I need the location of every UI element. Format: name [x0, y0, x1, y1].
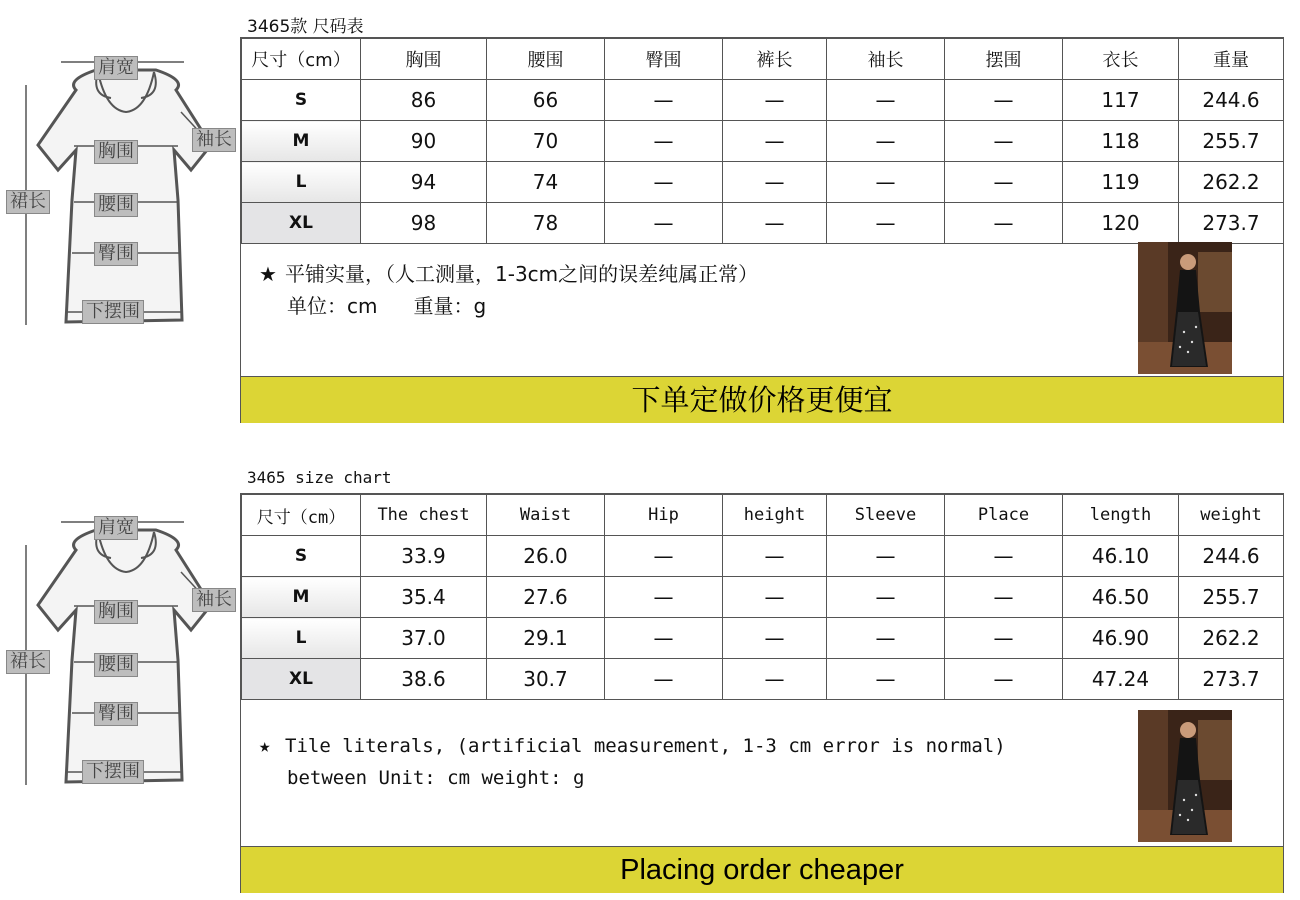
header-hem: 摆围: [945, 39, 1063, 80]
star-icon: ★: [259, 735, 271, 757]
measurement-note: [259, 730, 1006, 794]
chart-title: 3465 size chart: [247, 468, 392, 487]
sleeve-cell: —: [827, 162, 945, 203]
order-banner: 下单定做价格更便宜: [241, 376, 1283, 423]
label-skirt-length: 裙长: [6, 190, 50, 214]
length-cell: 120: [1063, 203, 1179, 244]
header-place: Place: [945, 495, 1063, 536]
model-photo-image: [1138, 242, 1232, 374]
chest-cell: 33.9: [361, 536, 487, 577]
table-header-row: [242, 495, 1284, 536]
table-row: [242, 618, 1284, 659]
table-row: [242, 577, 1284, 618]
label-shoulder: 肩宽: [94, 516, 138, 540]
header-height: height: [723, 495, 827, 536]
label-waist: 腰围: [94, 193, 138, 217]
chest-cell: 37.0: [361, 618, 487, 659]
chest-cell: 35.4: [361, 577, 487, 618]
header-chest: The chest: [361, 495, 487, 536]
size-cell: L: [242, 618, 361, 659]
dress-diagram: [6, 50, 236, 340]
header-sleeve: Sleeve: [827, 495, 945, 536]
waist-cell: 78: [487, 203, 605, 244]
hip-cell: —: [605, 618, 723, 659]
note-between: between: [287, 767, 368, 789]
weight-cell: 244.6: [1179, 536, 1284, 577]
note-unit: 单位：cm: [287, 294, 378, 318]
size-cell: XL: [242, 659, 361, 700]
header-length: length: [1063, 495, 1179, 536]
length-cell: 46.10: [1063, 536, 1179, 577]
star-icon: ★: [259, 262, 277, 286]
table-row: [242, 659, 1284, 700]
chart-title: 3465款 尺码表: [247, 17, 364, 37]
length-cell: 46.90: [1063, 618, 1179, 659]
size-cell: L: [242, 162, 361, 203]
dress-diagram: [6, 510, 236, 800]
note-line-1: Tile literals, (artificial measurement, 1-3 cm error is normal): [285, 735, 1006, 757]
height-cell: —: [723, 618, 827, 659]
waist-cell: 26.0: [487, 536, 605, 577]
height-cell: —: [723, 577, 827, 618]
size-cell: XL: [242, 203, 361, 244]
label-hem: 下摆围: [82, 760, 144, 784]
header-sleeve: 袖长: [827, 39, 945, 80]
header-hip: Hip: [605, 495, 723, 536]
header-waist: 腰围: [487, 39, 605, 80]
model-photo-image: [1138, 710, 1232, 842]
waist-cell: 27.6: [487, 577, 605, 618]
measurement-note: [259, 258, 758, 322]
header-chest: 胸围: [361, 39, 487, 80]
sleeve-cell: —: [827, 121, 945, 162]
weight-cell: 255.7: [1179, 577, 1284, 618]
size-cell: S: [242, 80, 361, 121]
header-weight: 重量: [1179, 39, 1284, 80]
height-cell: —: [723, 536, 827, 577]
table-header-row: [242, 39, 1284, 80]
waist-cell: 66: [487, 80, 605, 121]
size-cell: S: [242, 536, 361, 577]
table-row: [242, 536, 1284, 577]
header-size: 尺寸（cm）: [242, 39, 361, 80]
pants-length-cell: —: [723, 203, 827, 244]
waist-cell: 70: [487, 121, 605, 162]
label-hem: 下摆围: [82, 300, 144, 324]
header-hip: 臀围: [605, 39, 723, 80]
chest-cell: 38.6: [361, 659, 487, 700]
place-cell: —: [945, 618, 1063, 659]
model-photo: [1138, 710, 1232, 842]
size-cell: M: [242, 577, 361, 618]
label-chest: 胸围: [94, 140, 138, 164]
hip-cell: —: [605, 577, 723, 618]
chest-cell: 94: [361, 162, 487, 203]
weight-cell: 244.6: [1179, 80, 1284, 121]
table-row: [242, 80, 1284, 121]
table-row: [242, 121, 1284, 162]
header-size: 尺寸（cm）: [242, 495, 361, 536]
waist-cell: 30.7: [487, 659, 605, 700]
table-row: [242, 162, 1284, 203]
hem-cell: —: [945, 162, 1063, 203]
weight-cell: 273.7: [1179, 659, 1284, 700]
hem-cell: —: [945, 121, 1063, 162]
size-chart-en: [0, 460, 1300, 900]
sleeve-cell: —: [827, 203, 945, 244]
hip-cell: —: [605, 162, 723, 203]
hip-cell: —: [605, 659, 723, 700]
waist-cell: 29.1: [487, 618, 605, 659]
note-line-1: 平铺实量，（人工测量，1-3cm之间的误差纯属正常）: [285, 262, 759, 286]
label-hip: 臀围: [94, 702, 138, 726]
length-cell: 117: [1063, 80, 1179, 121]
header-weight: weight: [1179, 495, 1284, 536]
chest-cell: 90: [361, 121, 487, 162]
header-pants-length: 裤长: [723, 39, 827, 80]
size-table: [241, 494, 1284, 700]
place-cell: —: [945, 536, 1063, 577]
waist-cell: 74: [487, 162, 605, 203]
note-weight: 重量：g: [413, 294, 487, 318]
sleeve-cell: —: [827, 577, 945, 618]
length-cell: 118: [1063, 121, 1179, 162]
hip-cell: —: [605, 536, 723, 577]
header-length: 衣长: [1063, 39, 1179, 80]
length-cell: 119: [1063, 162, 1179, 203]
note-unit-weight: Unit: cm weight: g: [378, 767, 585, 789]
model-photo: [1138, 242, 1232, 374]
hip-cell: —: [605, 80, 723, 121]
label-hip: 臀围: [94, 242, 138, 266]
place-cell: —: [945, 577, 1063, 618]
chart-frame: [240, 493, 1284, 893]
hem-cell: —: [945, 80, 1063, 121]
weight-cell: 255.7: [1179, 121, 1284, 162]
pants-length-cell: —: [723, 162, 827, 203]
label-skirt-length: 裙长: [6, 650, 50, 674]
sleeve-cell: —: [827, 536, 945, 577]
header-waist: Waist: [487, 495, 605, 536]
label-sleeve: 袖长: [192, 128, 236, 152]
weight-cell: 262.2: [1179, 618, 1284, 659]
chest-cell: 98: [361, 203, 487, 244]
pants-length-cell: —: [723, 121, 827, 162]
weight-cell: 262.2: [1179, 162, 1284, 203]
hem-cell: —: [945, 203, 1063, 244]
chest-cell: 86: [361, 80, 487, 121]
sleeve-cell: —: [827, 80, 945, 121]
chart-frame: [240, 37, 1284, 423]
label-waist: 腰围: [94, 653, 138, 677]
sleeve-cell: —: [827, 659, 945, 700]
size-table: [241, 38, 1284, 244]
size-chart-cn: [0, 0, 1300, 440]
pants-length-cell: —: [723, 80, 827, 121]
weight-cell: 273.7: [1179, 203, 1284, 244]
place-cell: —: [945, 659, 1063, 700]
height-cell: —: [723, 659, 827, 700]
size-cell: M: [242, 121, 361, 162]
hip-cell: —: [605, 121, 723, 162]
hip-cell: —: [605, 203, 723, 244]
order-banner: Placing order cheaper: [241, 846, 1283, 893]
sleeve-cell: —: [827, 618, 945, 659]
label-chest: 胸围: [94, 600, 138, 624]
table-row: [242, 203, 1284, 244]
length-cell: 47.24: [1063, 659, 1179, 700]
length-cell: 46.50: [1063, 577, 1179, 618]
label-shoulder: 肩宽: [94, 56, 138, 80]
label-sleeve: 袖长: [192, 588, 236, 612]
